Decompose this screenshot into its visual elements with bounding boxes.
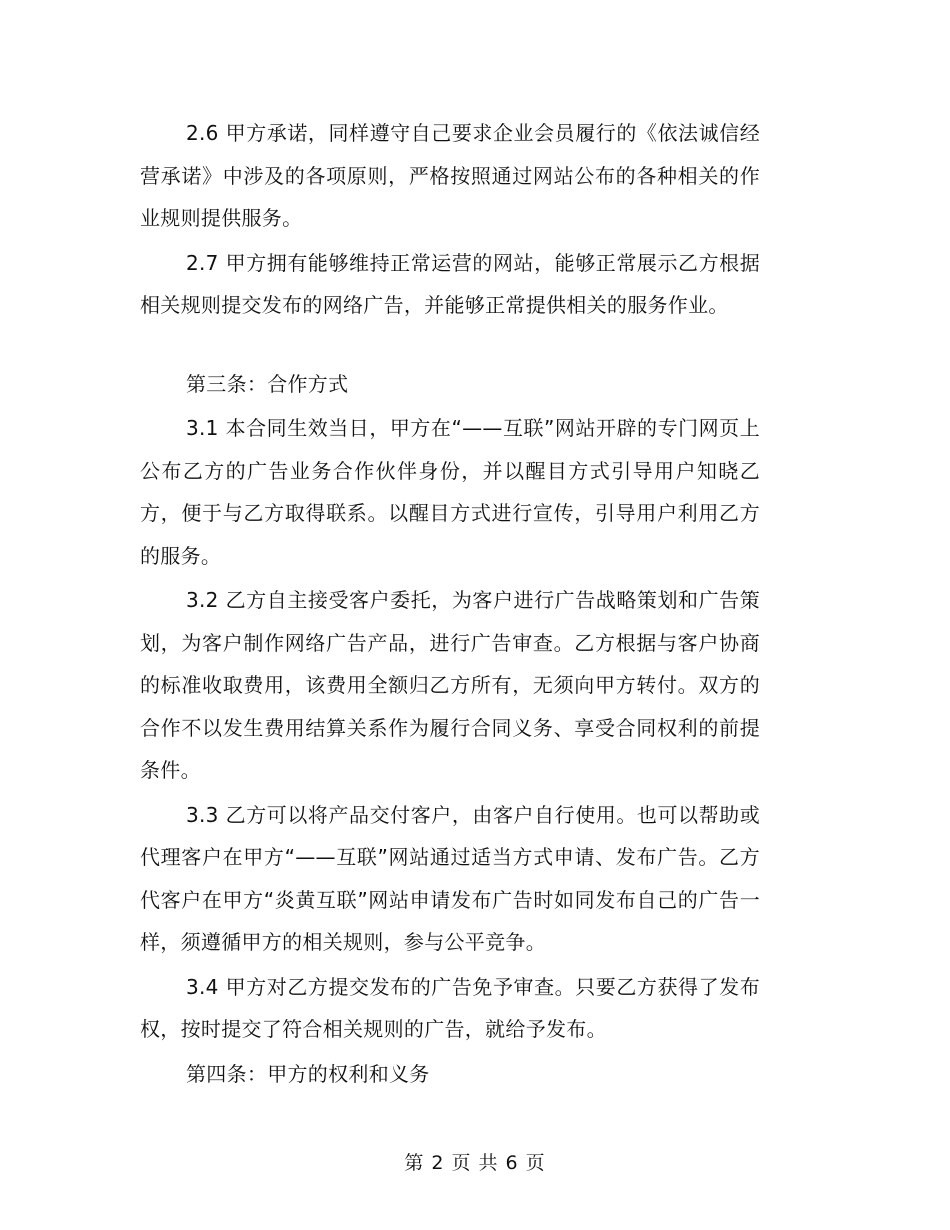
clause-2-7: 2.7 甲方拥有能够维持正常运营的网站，能够正常展示乙方根据相关规则提交发布的网络广告，并能够正常提供相关的服务作业。 [140, 250, 760, 317]
clause-3-1: 3.1 本合同生效当日，甲方在“——互联”网站开辟的专门网页上公布乙方的广告业务合作伙伴身份，并以醒目方式引导用户知晓乙方，便于与乙方取得联系。以醒目方式进行宣传，引导用户利用乙方的服务。 [140, 416, 760, 568]
clause-3-3: 3.3 乙方可以将产品交付客户，由客户自行使用。也可以帮助或代理客户在甲方“——互联”网站通过适当方式申请、发布广告。乙方代客户在甲方“炎黄互联”网站申请发布广告时如同发布自己的广告一样，须遵循甲方的相关规则，参与公平竞争。 [140, 802, 760, 954]
section-4-heading: 第四条：甲方的权利和义务 [186, 1061, 430, 1086]
section-spacer [140, 329, 760, 363]
clause-2-6: 2.6 甲方承诺，同样遵守自己要求企业会员履行的《依法诚信经营承诺》中涉及的各项原则，严格按照通过网站公布的各种相关的作业规则提供服务。 [140, 121, 760, 230]
clause-3-4: 3.4 甲方对乙方提交发布的广告免予审查。只要乙方获得了发布权，按时提交了符合相关规则的广告，就给予发布。 [140, 974, 760, 1041]
clause-3-2: 3.2 乙方自主接受客户委托，为客户进行广告战略策划和广告策划，为客户制作网络广告产品，进行广告审查。乙方根据与客户协商的标准收取费用，该费用全额归乙方所有，无须向甲方转付。双方的合作不以发生费用结算关系作为履行合同义务、享受合同权利的前提条件。 [140, 588, 760, 782]
document-body [140, 112, 760, 1097]
page-number-footer: 第 2 页 共 6 页 [404, 1152, 546, 1174]
section-3-heading: 第三条：合作方式 [186, 371, 349, 396]
